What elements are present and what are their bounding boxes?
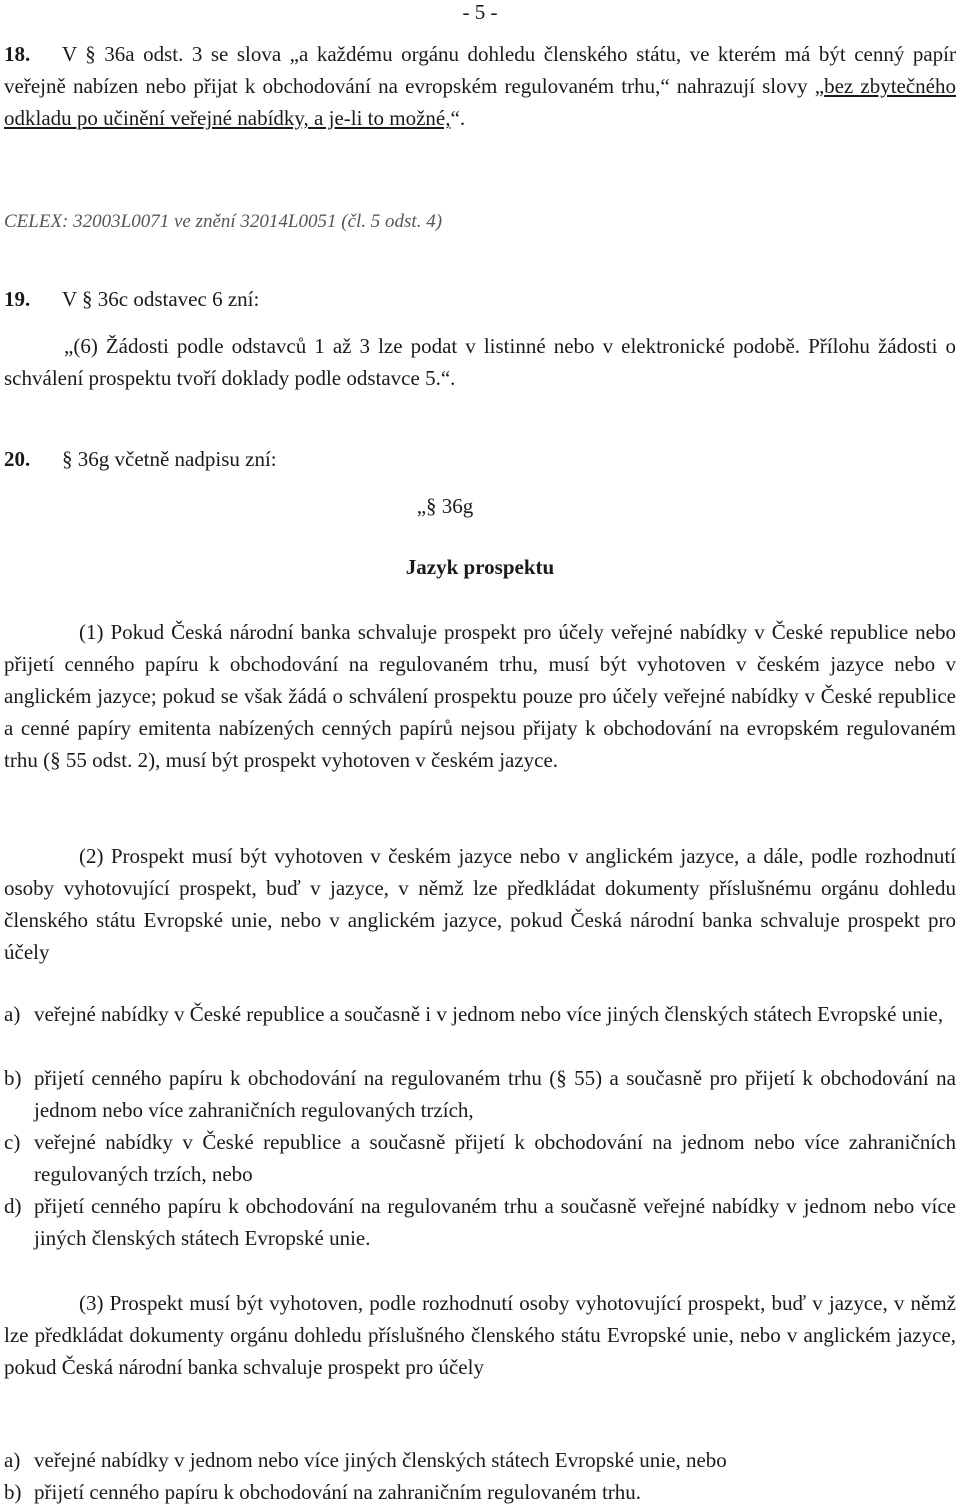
item-19-intro (4, 283, 956, 315)
item-18-text-end: “. (450, 106, 466, 130)
list-item (4, 1062, 956, 1126)
list-item-text: přijetí cenného papíru k obchodování na zahraničním regulovaném trhu. (34, 1480, 642, 1504)
list-item (4, 1476, 956, 1508)
list-item-label: a) (4, 1002, 21, 1026)
section-heading: Jazyk prospektu (405, 555, 555, 579)
list-item-text: veřejné nabídky v jednom nebo více jiných členských státech Evropské unie, nebo (34, 1448, 727, 1472)
list-item-label: c) (4, 1130, 21, 1154)
item-20-intro-text: § 36g včetně nadpisu zní: (62, 447, 277, 471)
item-number: 19. (4, 287, 31, 311)
section-number: „§ 36g (416, 494, 474, 518)
list-item (4, 1190, 956, 1254)
item-19-intro-text: V § 36c odstavec 6 zní: (62, 287, 260, 311)
list-item-label: b) (4, 1066, 22, 1090)
paragraph-2: (2) Prospekt musí být vyhotoven v českém jazyce nebo v anglickém jazyce, a dále, podle rozhodnutí osoby vyhotovující prospekt, buď v jazyce, v němž lze předkládat dokumenty příslušnému orgánu dohledu členského státu Evropské unie, nebo v anglickém jazyce, pokud Česká národní banka schvaluje prospekt pro účely (4, 844, 956, 964)
item-number: 18. (4, 42, 31, 66)
paragraph-3: (3) Prospekt musí být vyhotoven, podle rozhodnutí osoby vyhotovující prospekt, buď v jazyce, v němž lze předkládat dokumenty orgánu dohledu příslušného členského státu Evropské unie, nebo v anglickém jazyce, pokud Česká národní banka schvaluje prospekt pro účely (4, 1291, 956, 1379)
list-item-text: veřejné nabídky v České republice a současně i v jednom nebo více jiných členských státech Evropské unie, (34, 1002, 944, 1026)
list-item (4, 1444, 956, 1476)
paragraph-1: (1) Pokud Česká národní banka schvaluje prospekt pro účely veřejné nabídky v České republice nebo přijetí cenného papíru k obchodování na regulovaném trhu, musí být vyhotoven v českém jazyce nebo v anglickém jazyce; pokud se však žádá o schválení prospektu pouze pro účely veřejné nabídky v České republice a cenné papíry emitenta nabízených cenných papírů nejsou přijaty k obchodování na evropském regulovaném trhu (§ 55 odst. 2), musí být prospekt vyhotoven v českém jazyce. (4, 620, 956, 772)
item-18-text: V § 36a odst. 3 se slova „a každému orgánu dohledu členského státu, ve kterém má být cenný papír veřejně nabízen nebo přijat k obchodování na evropském regulovaném trhu,“ nahrazují slovy „ (4, 42, 956, 98)
list-item-label: a) (4, 1448, 21, 1472)
list-item (4, 998, 956, 1030)
item-20-intro (4, 443, 956, 475)
list-item-label: b) (4, 1480, 22, 1504)
list-item-text: přijetí cenného papíru k obchodování na regulovaném trhu a současně veřejné nabídky v jednom nebo více jiných členských státech Evropské unie. (34, 1194, 956, 1250)
list-item-text: veřejné nabídky v České republice a současně přijetí k obchodování na jednom nebo více zahraničních regulovaných trzích, nebo (34, 1130, 956, 1186)
item-18-underlined-text: bez zbytečného odkladu po učinění veřejné nabídky, a je-li to možné, (4, 74, 956, 130)
item-number: 20. (4, 447, 31, 471)
item-18 (4, 38, 956, 134)
list-item-text: přijetí cenného papíru k obchodování na regulovaném trhu (§ 55) a současně pro přijetí k obchodování na jednom nebo více zahraničních regulovaných trzích, (34, 1066, 956, 1122)
item-19-quote: „(6) Žádosti podle odstavců 1 až 3 lze podat v listinné nebo v elektronické podobě. Přílohu žádosti o schválení prospektu tvoří doklady podle odstavce 5.“. (4, 334, 956, 390)
page-number: - 5 - (462, 0, 498, 24)
list-item-label: d) (4, 1194, 22, 1218)
list-item (4, 1126, 956, 1190)
celex-reference: CELEX: 32003L0071 ve znění 32014L0051 (čl. 5 odst. 4) (4, 211, 443, 232)
